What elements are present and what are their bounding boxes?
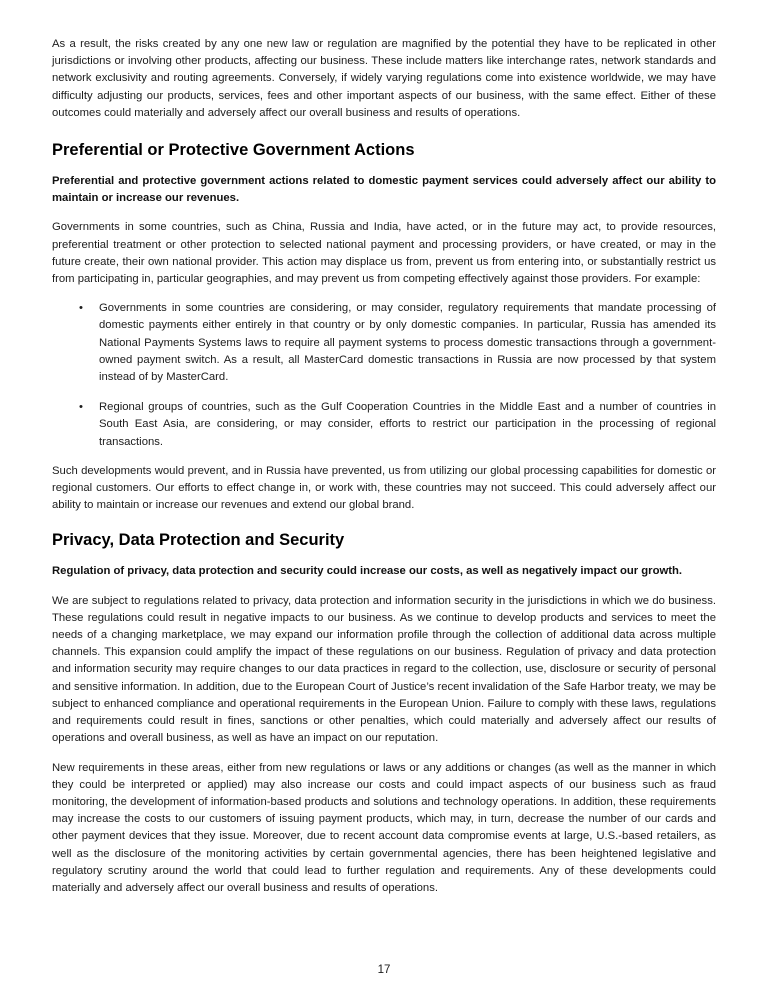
list-item (52, 399, 716, 451)
section1-paragraph-2: Such developments would prevent, and in Russia have prevented, us from utilizing our global processing capabilities for domestic or regional customers. Our efforts to effect change in, or work with, these countries may not succeed. This could adversely affect our ability to maintain or increase our revenues and extend our global brand. (52, 464, 716, 512)
section1-risk-statement: Preferential and protective government actions related to domestic payment services could adversely affect our ability to maintain or increase our revenues. (52, 175, 716, 205)
list-item (52, 300, 716, 386)
page-number: 17 (377, 964, 391, 976)
section1-paragraph-1: Governments in some countries, such as China, Russia and India, have acted, or in the future may act, to provide resources, preferential treatment or other protection to selected national payment and processing providers, or have created, or may in the future create, their own national provider. This action may displace us from, prevent us from entering into, or substantially restrict us from participating in, particular geographies, and may prevent us from competing effectively against those providers. For example: (52, 221, 716, 286)
section1-bullet-list (52, 300, 716, 451)
bullet-text-regional-groups: Regional groups of countries, such as the Gulf Cooperation Countries in the Middle East and a number of countries in South East Asia, are considering, or may consider, efforts to restrict our participation in the processing of regional transactions. (99, 401, 716, 448)
section2-paragraph-2: New requirements in these areas, either from new regulations or laws or any additions or changes (as well as the manner in which they could be interpreted or applied) may also increase our costs and could impact aspects of our business such as fraud monitoring, the development of information-based products and solutions and technology operations. In addition, these requirements may increase the costs to our customers of issuing payment products, which may, in turn, decrease the number of our cards and other payment devices that they issue. Moreover, due to recent account data compromise events at large, U.S.-based retailers, as well as the disclosure of the monitoring activities by certain governmental agencies, there has been heightened legislative and regulatory scrutiny around the world that could lead to further regulation and requirements. Any of these developments could materially and adversely affect our overall business and results of operations. (52, 761, 716, 894)
section2-risk-statement: Regulation of privacy, data protection and security could increase our costs, as well as negatively impact our growth. (52, 565, 683, 578)
intro-paragraph: As a result, the risks created by any one new law or regulation are magnified by the potential they have to be replicated in other jurisdictions or involving other products, affecting our business. These include matters like interchange rates, network standards and network exclusivity and routing agreements. Conversely, if widely varying regulations come into existence worldwide, we may have difficulty adjusting our products, services, fees and other important aspects of our business, with the same effect. Either of these outcomes could materially and adversely affect our overall business and results of operations. (52, 38, 716, 119)
section2-paragraph-1: We are subject to regulations related to privacy, data protection and information security in the jurisdictions in which we do business. These regulations could result in negative impacts to our business. As we continue to develop products and services to meet the needs of a changing marketplace, we may expand our information profile through the collection of additional data across multiple channels. This expansion could amplify the impact of these regulations on our business. Regulation of privacy and data protection and information security may require changes to our data practices in regard to the collection, use, disclosure or security of personal and sensitive information. In addition, due to the European Court of Justice’s recent invalidation of the Safe Harbor treaty, we may be subject to enhanced compliance and operational requirements in the European Union. Failure to comply with these laws, regulations and requirements could result in fines, sanctions or other penalties, which could materially and adversely affect our results of operations and overall business, as well as have an impact on our reputation. (52, 594, 716, 745)
bullet-icon: • (79, 401, 83, 414)
section-heading-privacy-data-protection: Privacy, Data Protection and Security (52, 531, 345, 550)
section-heading-preferential-government-actions: Preferential or Protective Government Actions (52, 141, 415, 160)
bullet-icon: • (79, 302, 83, 315)
bullet-text-domestic-processing: Governments in some countries are considering, or may consider, regulatory requirements that mandate processing of domestic payments either entirely in that country or by only domestic companies. In particular, Russia has amended its National Payments Systems laws to require all payment systems to process domestic transactions through a government-owned payment switch. As a result, all MasterCard domestic transactions in Russia are now processed by that system instead of by MasterCard. (99, 302, 716, 384)
